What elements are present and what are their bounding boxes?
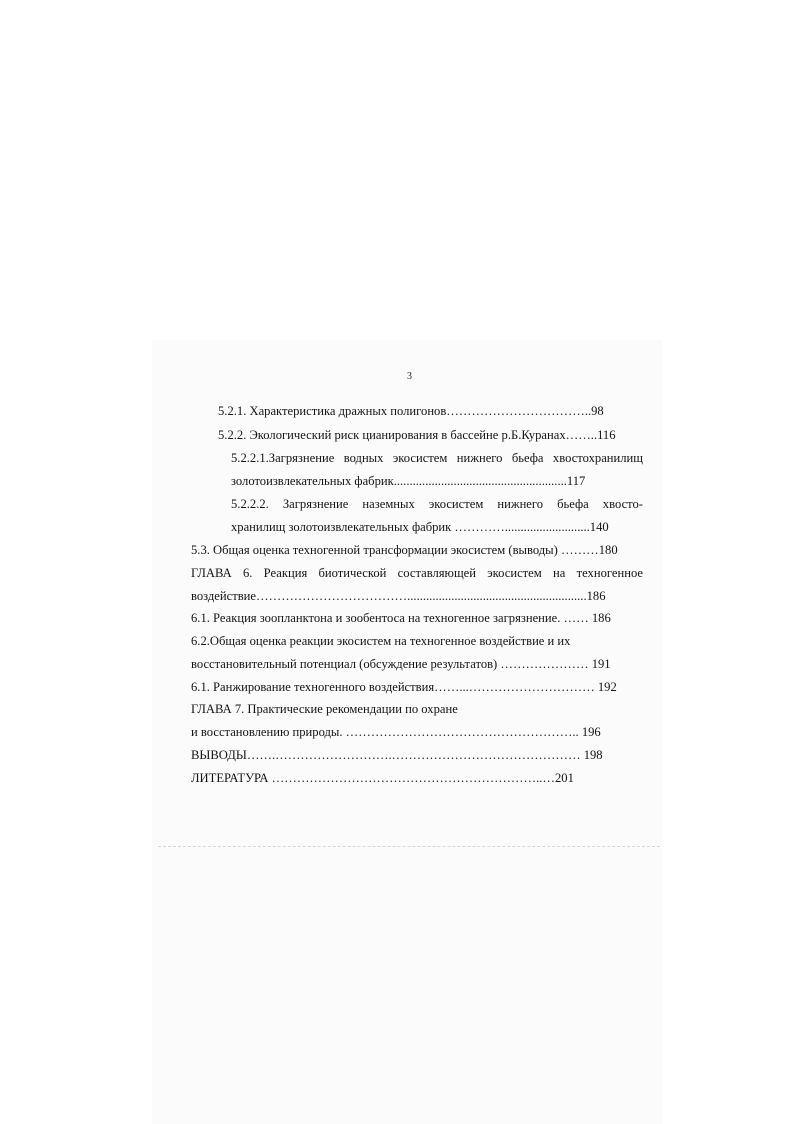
toc-entry-6-2: 6.2.Общая оценка реакции экосистем на техногенное воздействие и их — [191, 634, 571, 648]
toc-entry-chapter-6: ГЛАВА 6. Реакция биотической составляющей экосистем на техногенное — [191, 566, 643, 580]
toc-entry-5-2-2-2-cont: хранилищ золотоизвлекательных фабрик …………...........................140 — [231, 520, 609, 534]
toc-entry-5-2-2-2: 5.2.2.2. Загрязнение наземных экосистем нижнего бьефа хвосто- — [231, 497, 643, 511]
toc-entry-references: ЛИТЕРАТУРА ………………………………………………………..…201 — [191, 771, 574, 785]
toc-entry-5-2-1: 5.2.1. Характеристика дражных полигонов……………………………..98 — [218, 404, 604, 418]
toc-entry-6-2-cont: восстановительный потенциал (обсуждение результатов) ………………… 191 — [191, 657, 611, 671]
toc-entry-conclusions: ВЫВОДЫ…….……………………….……………………………………… 198 — [191, 748, 603, 762]
toc-entry-6-1-ranking: 6.1. Ранжирование техногенного воздействия……...………………………… 192 — [191, 680, 617, 694]
toc-entry-chapter-7: ГЛАВА 7. Практические рекомендации по охране — [191, 702, 458, 716]
toc-entry-5-2-2: 5.2.2. Экологический риск цианирования в бассейне р.Б.Куранах……..116 — [218, 428, 616, 442]
toc-entry-5-2-2-1-cont: золотоизвлекательных фабрик.......................................................117 — [231, 474, 586, 488]
toc-entry-6-1: 6.1. Реакция зоопланктона и зообентоса на техногенное загрязнение. …… 186 — [191, 611, 611, 625]
toc-entry-chapter-7-cont: и восстановлению природы. ……………………………………………….. 196 — [191, 725, 601, 739]
toc-entry-5-3: 5.3. Общая оценка техногенной трансформации экосистем (выводы) ………180 — [191, 543, 618, 557]
page-number: 3 — [407, 371, 412, 382]
toc-entry-chapter-6-cont: воздействие……………………………….........................................................186 — [191, 589, 606, 603]
toc-entry-5-2-2-1: 5.2.2.1.Загрязнение водных экосистем нижнего бьефа хвостохранилищ — [231, 451, 643, 465]
